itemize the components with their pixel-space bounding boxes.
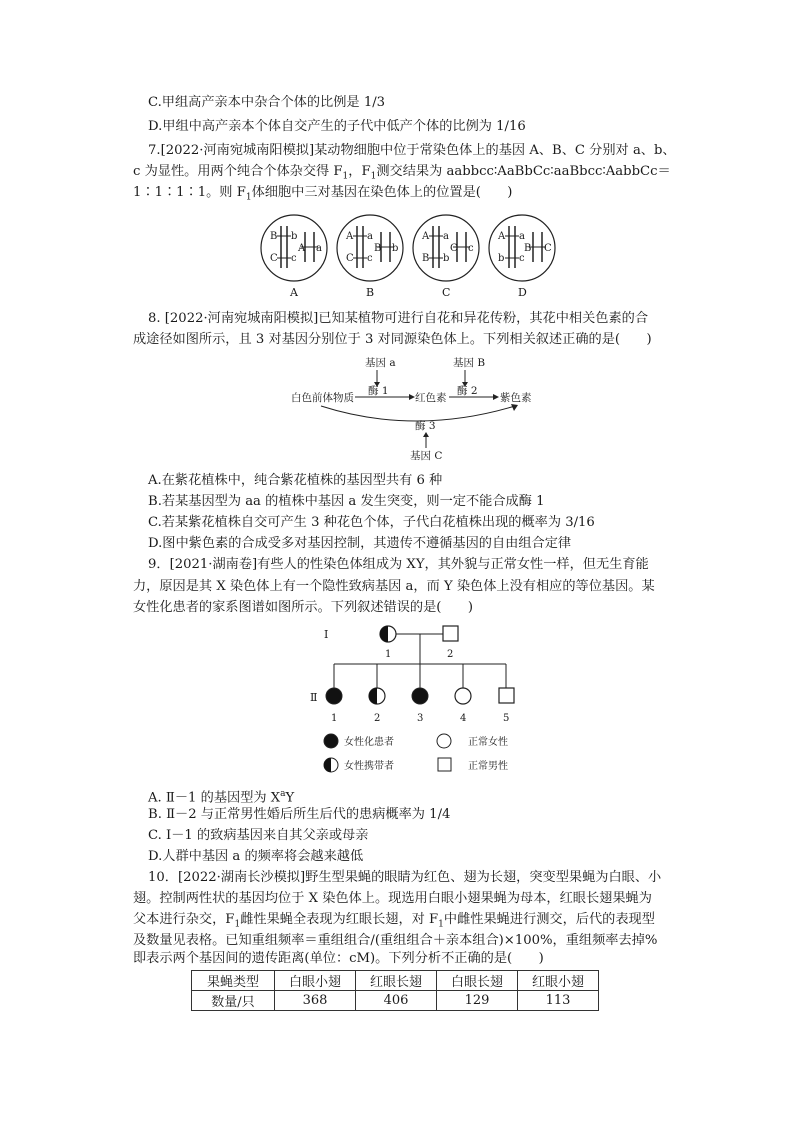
q8-stem-line2: 成途径如图所示，且 3 对基因分别位于 3 对同源染色体上。下列相关叙述正确的是( ) [133, 332, 652, 347]
q9-stem-line3: 女性化患者的家系图谱如图所示。下列叙述错误的是( ) [133, 600, 473, 615]
cell-a [261, 215, 327, 299]
gene-b-label: 基因 B [453, 357, 486, 369]
cell-c-gene-4: b [443, 253, 450, 264]
cell-a-gene-4: c [291, 253, 297, 264]
cell-c-gene-5: C [450, 243, 458, 254]
pedigree-i-2-normal-male [443, 626, 458, 641]
cell-a-label: A [290, 286, 298, 299]
q8-option-d: D.图中紫色素的合成受多对基因控制，其遗传不遵循基因的自由组合定律 [148, 536, 572, 551]
purple-pigment-label: 紫色素 [500, 392, 532, 404]
table-header-cell: 果蝇类型 [192, 971, 275, 991]
cell-b-gene-6: b [392, 243, 399, 254]
cell-b-label: B [366, 286, 375, 299]
generation-1-label: Ⅰ [324, 628, 329, 641]
table-cell: 129 [437, 991, 518, 1011]
q7-stem-line1: 7.[2022·河南宛城南阳模拟]某动物细胞中位于常染色体上的基因 A、B、C 分别对 a、b、 [148, 143, 676, 158]
gen2-num-3: 3 [417, 713, 424, 724]
cell-c-gene-1: A [422, 231, 430, 242]
q6-option-c: C.甲组高产亲本中杂合个体的比例是 1/3 [148, 95, 386, 110]
gen2-num-1: 1 [331, 713, 338, 724]
gene-a-label: 基因 a [365, 357, 396, 369]
enzyme-2-label: 酶 2 [457, 385, 478, 397]
legend-normal-female: 正常女性 [468, 737, 508, 748]
cell-c-gene-2: B [422, 253, 430, 264]
cell-a-gene-3: b [291, 231, 298, 242]
pedigree-ii-5-normal-male [499, 688, 514, 703]
q8-option-c: C.若某紫花植株自交可产生 3 种花色个体，子代白花植株出现的概率为 3/16 [148, 515, 595, 530]
gen1-num-1: 1 [385, 649, 392, 660]
q7-stem-line3: 1∶1∶1∶1。则 $F_1$体细胞中三对基因在染色体上的位置是( ) [133, 185, 513, 203]
white-precursor-label: 白色前体物质 [291, 392, 354, 404]
q9-stem-line1: 9．[2021·湖南卷]有些人的性染色体组成为 XY，其外貌与正常女性一样，但无生育能 [148, 557, 649, 572]
q8-option-a: A.在紫花植株中，纯合紫花植株的基因型共有 6 种 [148, 473, 443, 488]
q10-stem-line5: 即表示两个基因间的遗传距离(单位：cM)。下列分析不正确的是( ) [133, 951, 544, 966]
q9-option-b: B. Ⅱ－2 与正常男性婚后所生后代的患病概率为 1/4 [148, 807, 451, 822]
pedigree-i-1-carrier [380, 626, 396, 642]
cell-c-gene-3: a [443, 231, 449, 242]
enzyme-1-label: 酶 1 [368, 385, 389, 397]
table-header-cell: 白眼长翅 [437, 971, 518, 991]
table-cell: 数量/只 [192, 991, 275, 1011]
table-cell: 406 [356, 991, 437, 1011]
q6-option-d: D.甲组中高产亲本个体自交产生的子代中低产个体的比例为 1/16 [148, 119, 526, 134]
q7-stem-line2: c 为显性。用两个纯合个体杂交得 $F_1$，$F_1$测交结果为 aabbcc∶AaBbCc∶aaBbcc∶AabbCc＝ [133, 164, 671, 182]
table-header-row [192, 971, 599, 991]
q8-pathway-diagram [285, 354, 565, 464]
q9-option-a: A. Ⅱ－1 的基因型为 $X^aY$ [148, 789, 295, 806]
q8-stem-line1: 8. [2022·河南宛城南阳模拟]已知某植物可进行自花和异花传粉，其花中相关色素的合 [148, 311, 649, 326]
q9-pedigree [310, 624, 540, 779]
legend-normal-male: 正常男性 [468, 761, 508, 772]
cell-a-gene-2: C [270, 253, 278, 264]
gen1-num-2: 2 [447, 649, 454, 660]
cell-b-gene-3: a [367, 231, 373, 242]
table-cell: 368 [275, 991, 356, 1011]
q9-option-c: C. Ⅰ－1 的致病基因来自其父亲或母亲 [148, 828, 369, 843]
gen2-num-2: 2 [374, 713, 381, 724]
cell-a-gene-5: A [298, 243, 306, 254]
cell-b-gene-2: C [346, 253, 354, 264]
table-header-cell: 白眼小翅 [275, 971, 356, 991]
q7-cell-diagrams [258, 210, 558, 300]
gen2-num-4: 4 [460, 713, 467, 724]
cell-d-gene-6: C [544, 243, 552, 254]
cell-d-gene-2: a [519, 231, 525, 242]
q9-option-d: D.人群中基因 a 的频率将会越来越低 [148, 849, 364, 864]
cell-a-gene-1: B [270, 231, 278, 242]
legend-affected-female: 女性化患者 [344, 737, 394, 748]
cell-b [337, 215, 403, 299]
cell-d-gene-4: c [519, 253, 525, 264]
cell-b-gene-4: c [367, 253, 373, 264]
cell-d-gene-3: b [498, 253, 505, 264]
pedigree-ii-1-affected [326, 688, 342, 704]
cell-d-label: D [518, 286, 527, 299]
cell-d-gene-1: A [498, 231, 506, 242]
cell-c-gene-6: c [468, 243, 474, 254]
table-header-cell: 红眼长翅 [356, 971, 437, 991]
cell-d [489, 215, 555, 299]
cell-d-gene-5: B [524, 243, 532, 254]
cell-a-gene-6: a [316, 243, 322, 254]
generation-2-label: Ⅱ [310, 691, 318, 704]
q10-stem-line4: 及数量见表格。已知重组频率＝重组组合/(重组组合＋亲本组合)×100%，重组频率去掉% [133, 933, 658, 948]
red-pigment-label: 红色素 [415, 392, 447, 404]
gen2-num-5: 5 [503, 713, 510, 724]
gene-c-label: 基因 C [410, 450, 443, 462]
table-cell: 113 [518, 991, 599, 1011]
cell-c-label: C [442, 286, 451, 299]
q10-stem-line1: 10．[2022·湖南长沙模拟]野生型果蝇的眼睛为红色、翅为长翅，突变型果蝇为白眼、小 [148, 870, 662, 885]
table-header-cell: 红眼小翅 [518, 971, 599, 991]
q9-stem-line2: 力，原因是其 X 染色体上有一个隐性致病基因 a，而 Y 染色体上没有相应的等位基因。某 [133, 579, 655, 594]
q10-stem-line3: 父本进行杂交，$F_1$雌性果蝇全表现为红眼长翅，对 $F_1$中雌性果蝇进行测交，后代的表现型 [133, 912, 655, 930]
cell-b-gene-5: B [374, 243, 382, 254]
pedigree-ii-4-normal-female [455, 688, 471, 704]
q8-option-b: B.若某基因型为 aa 的植株中基因 a 发生突变，则一定不能合成酶 1 [148, 494, 545, 509]
pedigree-ii-2-carrier [369, 688, 385, 704]
q10-data-table [191, 970, 599, 1011]
legend-carrier: 女性携带者 [344, 761, 394, 772]
pedigree-ii-3-affected [412, 688, 428, 704]
cell-b-gene-1: A [346, 231, 354, 242]
q10-stem-line2: 翅。控制两性状的基因均位于 X 染色体上。现选用白眼小翅果蝇为母本，红眼长翅果蝇为 [133, 891, 652, 906]
enzyme-3-label: 酶 3 [415, 420, 436, 432]
cell-c [413, 215, 479, 299]
table-row [192, 991, 599, 1011]
